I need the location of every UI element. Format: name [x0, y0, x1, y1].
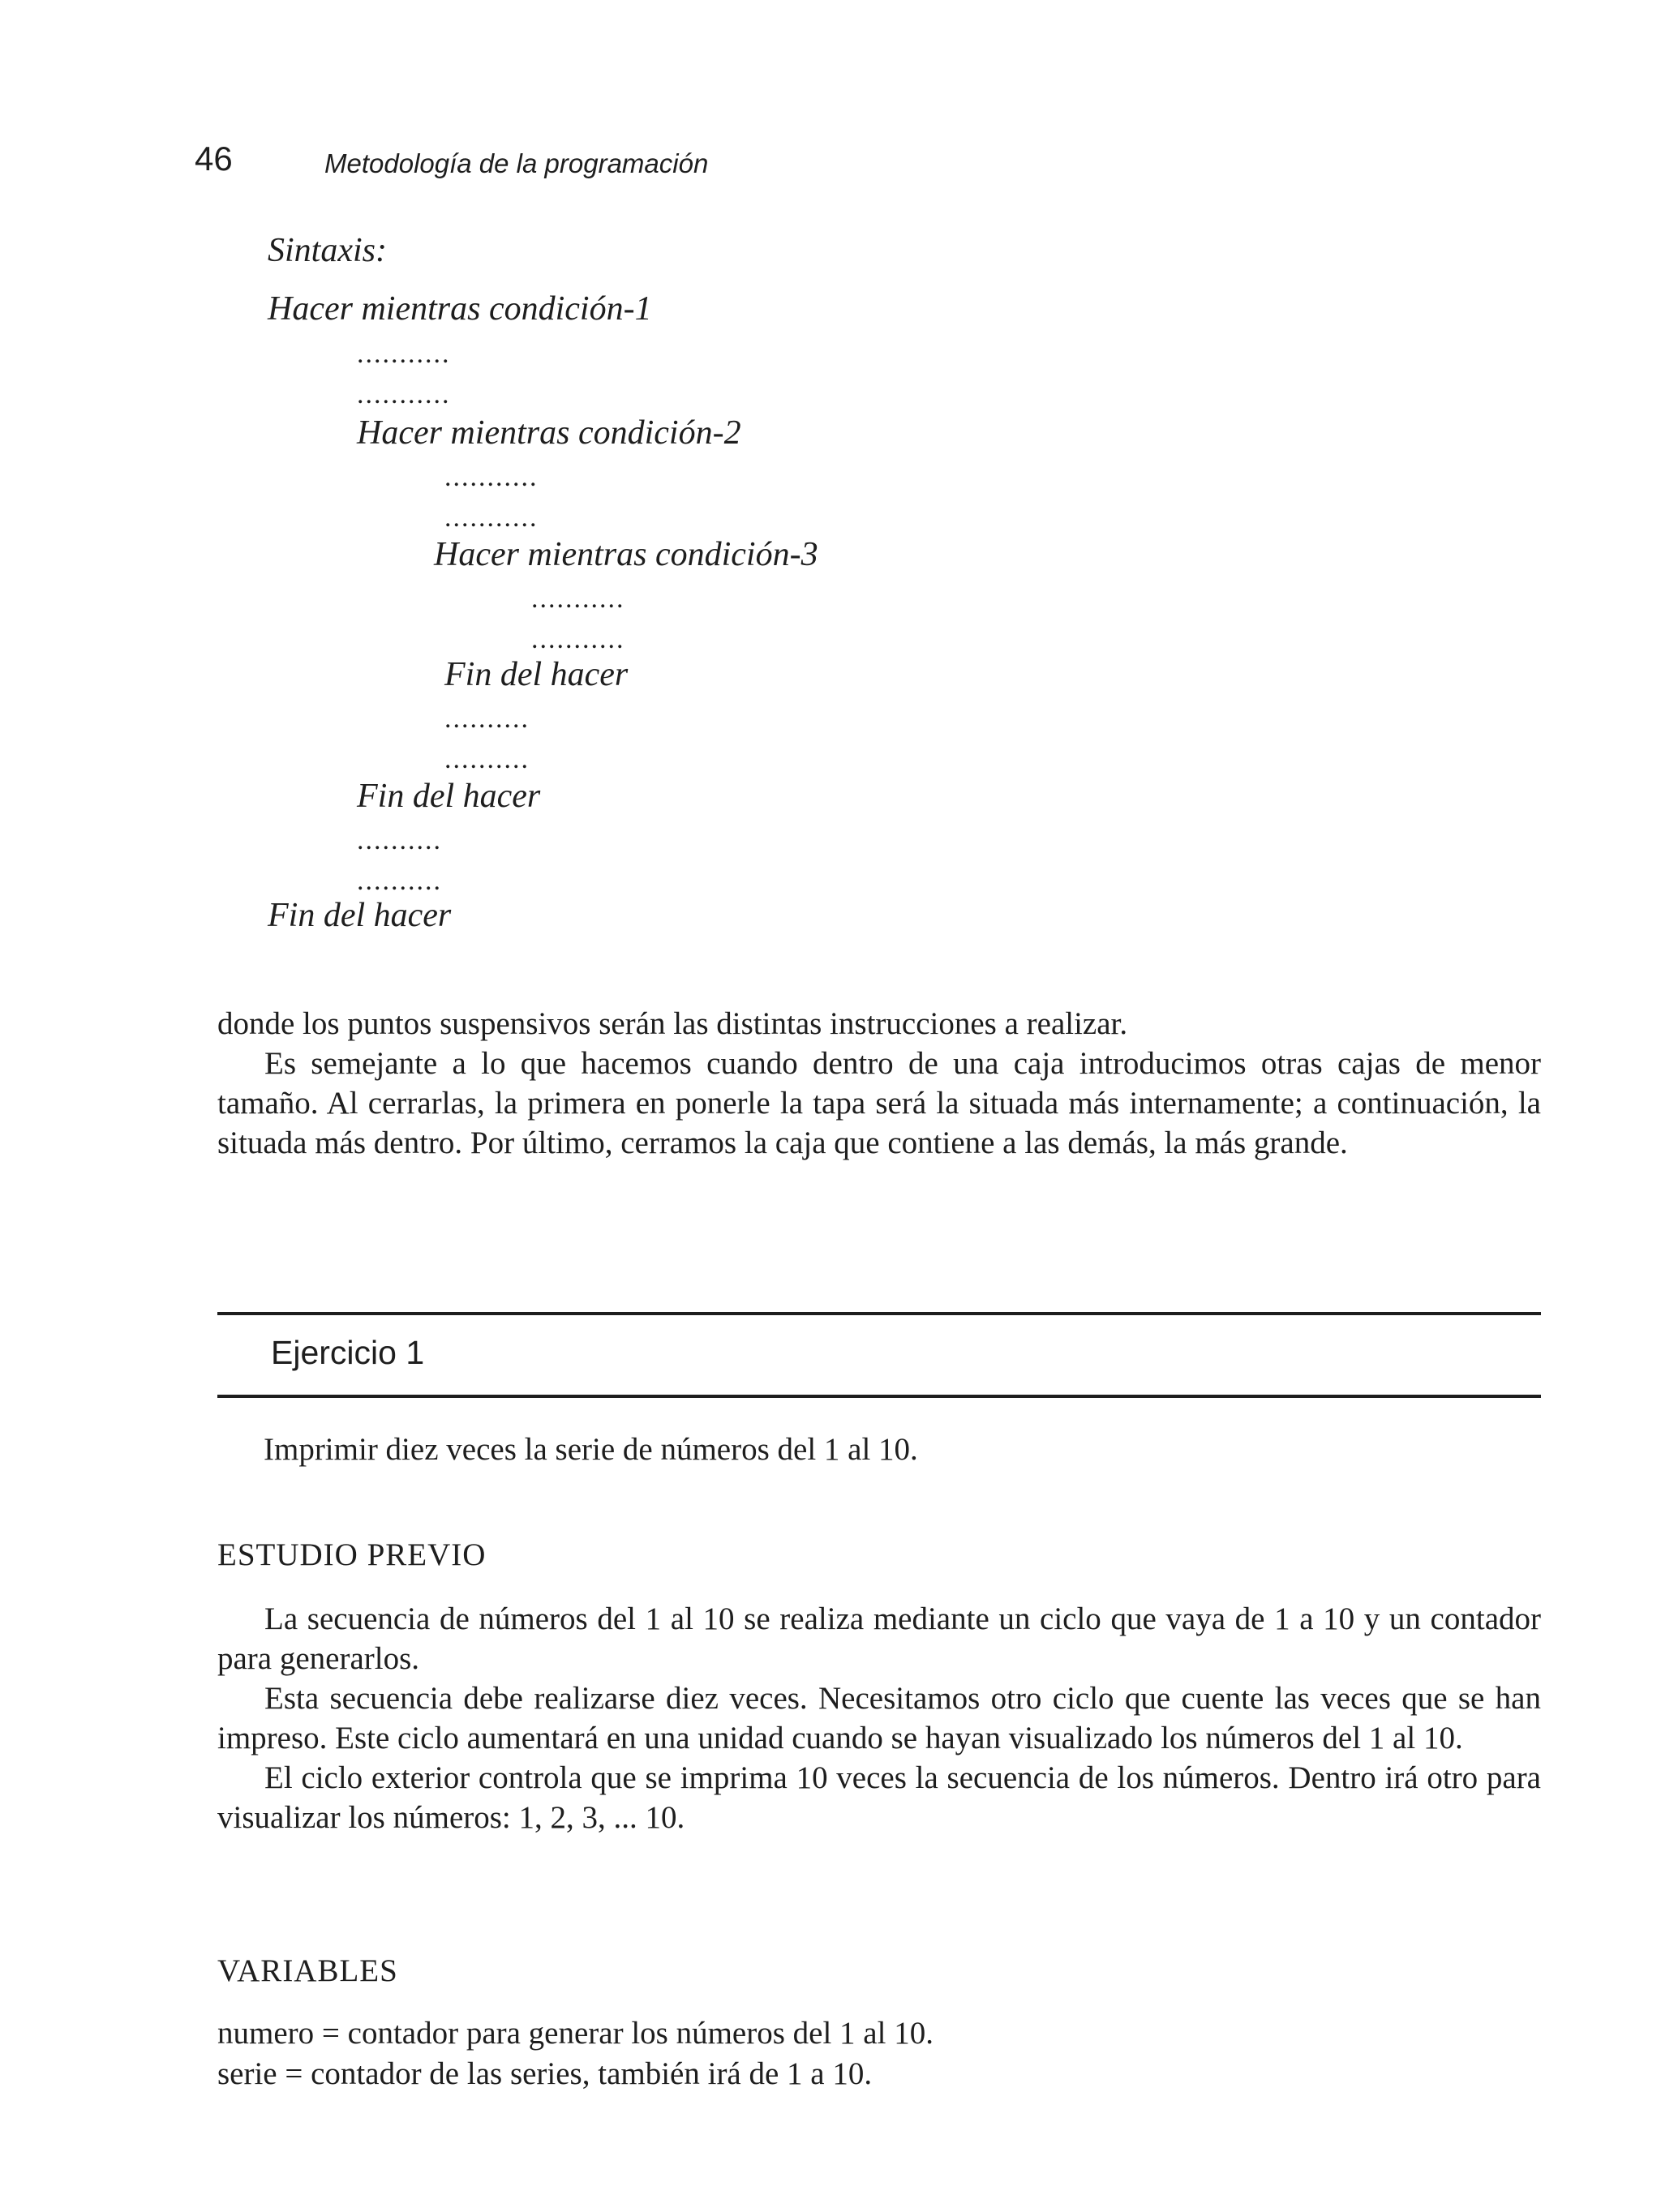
- syntax-dots: ..........: [444, 704, 530, 734]
- syntax-dots: ...........: [444, 462, 539, 492]
- estudio-previo-heading: ESTUDIO PREVIO: [217, 1537, 487, 1572]
- syntax-dots: ..........: [444, 744, 530, 774]
- syntax-dots: ...........: [444, 503, 539, 533]
- variable-serie: serie = contador de las series, también irá de 1 a 10.: [217, 2056, 873, 2091]
- syntax-label: Sintaxis:: [268, 232, 387, 269]
- estudio-previo-paragraph-3: El ciclo exterior controla que se imprima 10 veces la secuencia de los números. Dentro irá otro para visualizar los números: 1, 2, 3, ... 10.: [217, 1760, 1541, 1835]
- syntax-end-middle: Fin del hacer: [357, 778, 541, 815]
- syntax-line-3: Hacer mientras condición-3: [434, 536, 818, 573]
- syntax-line-1: Hacer mientras condición-1: [268, 290, 652, 328]
- explanation: [217, 1004, 1541, 1163]
- estudio-previo-paragraph-2: Esta secuencia debe realizarse diez veces. Necesitamos otro ciclo que cuente las veces que se han impreso. Este ciclo aumentará en una unidad cuando se hayan visualizado los números del 1 al 10.: [217, 1681, 1541, 1755]
- exercise-top-rule: [217, 1312, 1541, 1315]
- explanation-paragraph-2: Es semejante a lo que hacemos cuando dentro de una caja introducimos otras cajas de menor tamaño. Al cerrarlas, la primera en ponerle la tapa será la situada más internamente; a continuación, la situada más dentro. Por último, cerramos la caja que contiene a las demás, la más grande.: [217, 1046, 1541, 1160]
- syntax-dots: ..........: [357, 825, 442, 855]
- running-title: Metodología de la programación: [324, 148, 709, 178]
- variables-heading: VARIABLES: [217, 1953, 398, 1988]
- syntax-line-2: Hacer mientras condición-2: [357, 414, 741, 452]
- syntax-dots: ...........: [531, 584, 625, 614]
- estudio-previo-paragraph-1: La secuencia de números del 1 al 10 se realiza mediante un ciclo que vaya de 1 a 10 y un contador para generarlos.: [217, 1601, 1541, 1676]
- exercise-title: Ejercicio 1: [271, 1334, 425, 1371]
- exercise-statement: Imprimir diez veces la serie de números del 1 al 10.: [264, 1432, 918, 1467]
- exercise-bottom-rule: [217, 1395, 1541, 1398]
- syntax-dots: ...........: [357, 339, 451, 369]
- page-number: 46: [195, 139, 233, 178]
- variable-numero: numero = contador para generar los números del 1 al 10.: [217, 2016, 934, 2051]
- syntax-dots: ...........: [357, 379, 451, 409]
- syntax-dots: ...........: [531, 624, 625, 654]
- syntax-dots: ..........: [357, 866, 442, 896]
- estudio-previo-body: [217, 1599, 1541, 1837]
- syntax-end-inner: Fin del hacer: [444, 656, 629, 693]
- syntax-end-outer: Fin del hacer: [268, 897, 452, 934]
- explanation-paragraph-1: donde los puntos suspensivos serán las distintas instrucciones a realizar.: [217, 1006, 1128, 1041]
